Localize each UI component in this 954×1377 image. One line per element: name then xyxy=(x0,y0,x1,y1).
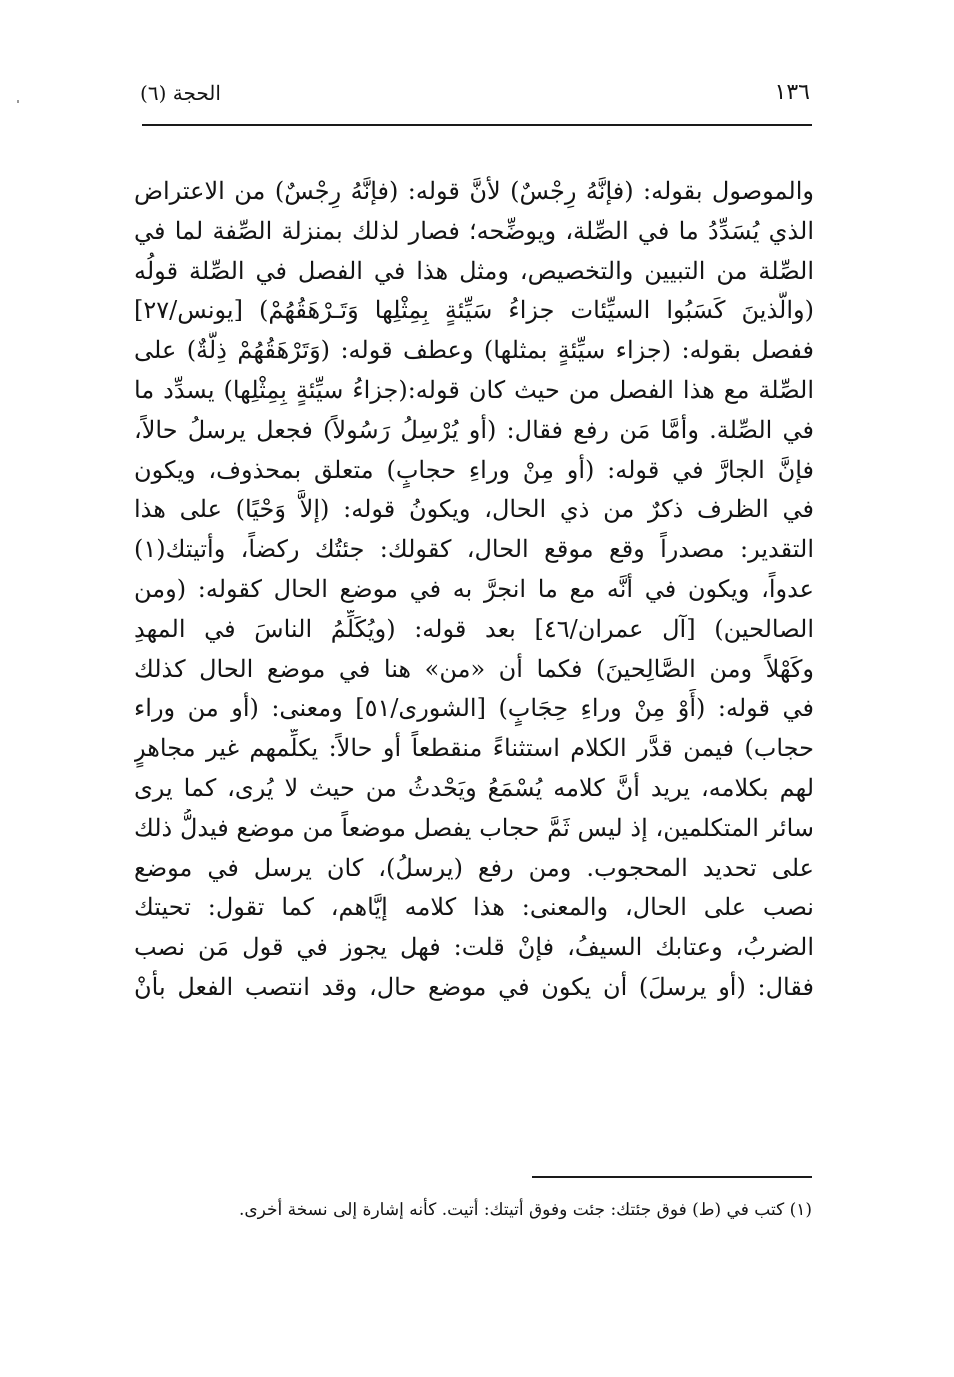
text-line: حجاب) فيمن قدَّر الكلام استثناءً منقطعاً أو حالاً: يكلِّمهم غير مجاهرٍ xyxy=(134,734,814,763)
text-line: ففصل بقوله: (جزاء سيِّئةٍ بمثلها) وعطف قوله: (وَتَرْهَقُهُمْ ذِلَّةٌ) على xyxy=(134,336,814,365)
header-rule xyxy=(142,124,812,126)
text-line: الصِّلة مع هذا الفصل من حيث كان قوله:(جزاءُ سيِّئةٍ بِمِثْلِها) يسدِّد ما xyxy=(134,375,814,404)
text-line: الصالحين) [آل عمران/٤٦] بعد قوله: (ويُكَلِّمُ الناسَ في المهدِ xyxy=(134,614,814,643)
text-line: فإنَّ الجارَّ في قوله: (أو مِنْ وراءِ حجابٍ) متعلق بمحذوف، ويكون xyxy=(134,455,814,484)
text-line: سائر المتكلمين، إذ ليس ثَمَّ حجاب يفصل موضعاً من موضع فيدلُّ ذلك xyxy=(134,813,814,842)
text-line: (والَّذينَ كَسَبُوا السيِّئات جزاءُ سَيِّئةٍ بِمِثْلِها وَتَـرْهَقُهُمْ) [يونس/٢٧] xyxy=(134,296,814,325)
text-line: لهم بكلامه، يريد أنَّ كلامه يُسْمَعُ ويَحْدثُ من حيث لا يُرى، كما يرى xyxy=(134,773,814,802)
text-line: التقدير: مصدراً وقع موقع الحال، كقولك: جئتُك ركضاً، وأتيتك(١) xyxy=(134,535,814,564)
page-number: ١٣٦ xyxy=(774,80,810,105)
text-line: الذي يُسَدِّدُ ما في الصِّلة، ويوضِّحه؛ فصار لذلك بمنزلة الصِّفة لما في xyxy=(134,216,814,245)
text-line: فقال: (أو يرسلَ) أن يكون في موضع حال، وقد انتصب الفعل بأنْ xyxy=(134,972,814,1001)
text-line: في الصِّلة. وأمَّا مَن رفع فقال: (أو يُرْسِلُ رَسُولاً) فجعل يرسلُ حالاً، xyxy=(134,415,814,444)
running-title: الحجة (٦) xyxy=(140,81,221,105)
text-line: الصِّلة من التبيين والتخصيص، ومثل هذا في الفصل في الصِّلة قولُه xyxy=(134,256,814,285)
footnote: (١) كتب في (ط) فوق جئتك: جئت وفوق أتيتك: أتيت. كأنه إشارة إلى نسخة أخرى. xyxy=(238,1200,812,1220)
footnote-rule xyxy=(532,1176,812,1178)
text-line: في الظرف ذكرٌ من ذي الحال، ويكونُ قوله: (إلاَّ وَحْيًا) على هذا xyxy=(134,495,814,524)
text-line: وكَهْلاً ومن الصَّالِحينَ) فكما أن «من» هنا في موضع الحال كذلك xyxy=(134,654,814,683)
text-line: على تحديد المحجوب. ومن رفع (يرسلُ)، كان يرسل في موضع xyxy=(134,853,814,882)
main-text xyxy=(134,172,814,1008)
scan-mark xyxy=(17,100,19,103)
text-line: والموصول بقوله: (فإنَّهُ رِجْسٌ) لأنَّ قوله: (فإنَّهُ رِجْسٌ) من الاعتراض xyxy=(134,177,814,205)
text-line: الضربُ، وعتابك السيفُ، فإنْ قلت: فهل يجوز في قول مَن نصب xyxy=(134,933,814,962)
text-line: نصب على الحال، والمعنى: هذا كلامه إيَّاهم، كما تقول: تحيتك xyxy=(134,893,814,922)
text-line: في قوله: (أَوْ مِنْ وراءِ حِجَابٍ) [الشورى/٥١] ومعنى: (أو من وراء xyxy=(134,694,814,723)
page-header xyxy=(140,80,810,110)
text-line: عدواً، ويكون في أنَّه مع ما انجرَّ به في موضع الحال كقوله: (ومن xyxy=(134,574,814,603)
